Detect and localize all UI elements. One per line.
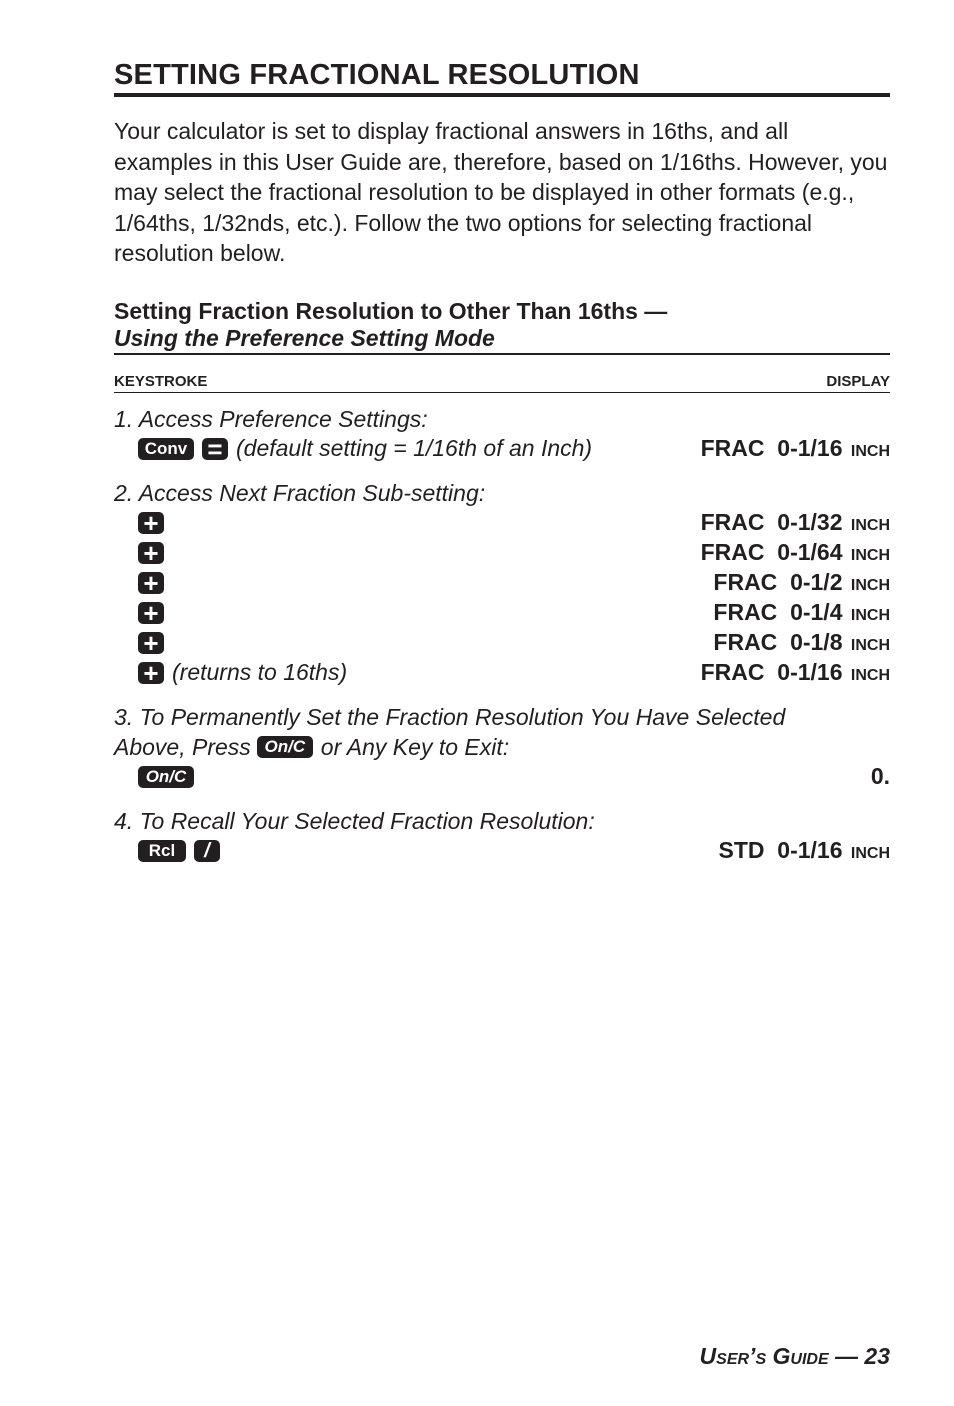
display-unit: INCH [850,443,890,460]
step-2 [114,478,890,688]
step-1 [114,404,890,464]
plus-key-icon: + [138,602,164,624]
on-c-key-icon: On/C [138,766,194,788]
display-unit: INCH [850,547,890,564]
display-value: FRAC 0-1/2 [713,569,843,595]
step-2-row [114,598,890,628]
step-3 [114,702,890,792]
step-2-keys [114,567,172,598]
step-2-row [114,508,890,538]
divide-key-icon: / [194,840,220,862]
step-2-display [701,539,890,566]
display-value: STD 0-1/16 [718,837,843,863]
display-value: FRAC 0-1/4 [713,599,843,625]
section-heading-subtitle: Using the Preference Setting Mode [114,324,495,351]
plus-key-icon: + [138,542,164,564]
plus-key-icon: + [138,512,164,534]
page-content [114,58,890,866]
display-value: FRAC 0-1/16 [700,659,843,685]
step-2-keys [114,597,172,628]
step-2-row [114,538,890,568]
display-value: FRAC 0-1/16 [700,435,843,461]
step-1-row [114,434,890,464]
footer-dash: — [835,1343,859,1369]
conv-key-icon: Conv [138,438,194,460]
column-headers [114,373,890,393]
step-1-display [701,435,890,462]
step-4 [114,806,890,866]
step-2-keys [114,627,172,658]
step-3-heading-before: Above, Press [114,733,251,760]
step-3-heading-after: or Any Key to Exit: [320,733,510,760]
step-2-row [114,568,890,598]
step-2-display [701,659,890,686]
rcl-key-icon: Rcl [138,840,186,862]
page-number: 23 [864,1343,890,1369]
display-value: FRAC 0-1/8 [713,629,843,655]
step-1-keys [114,435,592,462]
plus-key-icon: + [138,572,164,594]
step-4-display [719,837,891,864]
on-c-key-icon: On/C [257,736,313,758]
section-heading [114,298,890,355]
display-unit: INCH [850,845,890,862]
step-1-note: (default setting = 1/16th of an Inch) [236,435,593,461]
display-value: FRAC 0-1/32 [700,509,843,535]
page-title: SETTING FRACTIONAL RESOLUTION [114,58,890,97]
step-4-keys [114,840,220,862]
step-2-display [713,599,890,626]
display-unit: INCH [850,517,890,534]
step-2-keys [114,537,172,568]
step-2-keys [114,659,347,686]
step-2-display [713,629,890,656]
display-column-header: DISPLAY [826,372,890,390]
display-unit: INCH [850,577,890,594]
intro-paragraph: Your calculator is set to display fractional answers in 16ths, and all examples in this User Guide are, therefore, based on 1/16ths. However, you may select the fractional resolution to be displayed in other formats (e.g., 1/64ths, 1/32nds, etc.). Follow the two options for selecting fractional resolution below. [114,118,888,266]
display-unit: INCH [850,607,890,624]
page-footer [700,1341,890,1371]
display-value: FRAC 0-1/64 [700,539,843,565]
keystroke-column-header: KEYSTROKE [114,372,208,390]
step-3-display: 0. [870,763,890,789]
step-3-keys [114,766,194,788]
display-unit: INCH [850,637,890,654]
step-2-display [701,509,890,536]
step-1-heading: 1. Access Preference Settings: [114,405,428,432]
step-2-row [114,658,890,688]
plus-key-icon: + [138,662,164,684]
section-heading-title: Setting Fraction Resolution to Other Than 16ths — [114,297,668,324]
step-4-heading: 4. To Recall Your Selected Fraction Resolution: [114,807,595,834]
step-2-display [713,569,890,596]
step-3-row [114,762,890,792]
plus-key-icon: + [138,632,164,654]
step-2-keys [114,507,172,538]
display-unit: INCH [850,667,890,684]
step-3-heading-line-2 [114,732,890,762]
step-2-row [114,628,890,658]
step-2-heading: 2. Access Next Fraction Sub-setting: [114,479,486,506]
footer-label: User’s Guide [699,1343,829,1369]
step-3-heading-line-1: 3. To Permanently Set the Fraction Resolution You Have Selected [114,703,786,730]
step-2-note: (returns to 16ths) [172,659,348,685]
equals-key-icon: = [202,438,228,460]
step-4-row [114,836,890,866]
